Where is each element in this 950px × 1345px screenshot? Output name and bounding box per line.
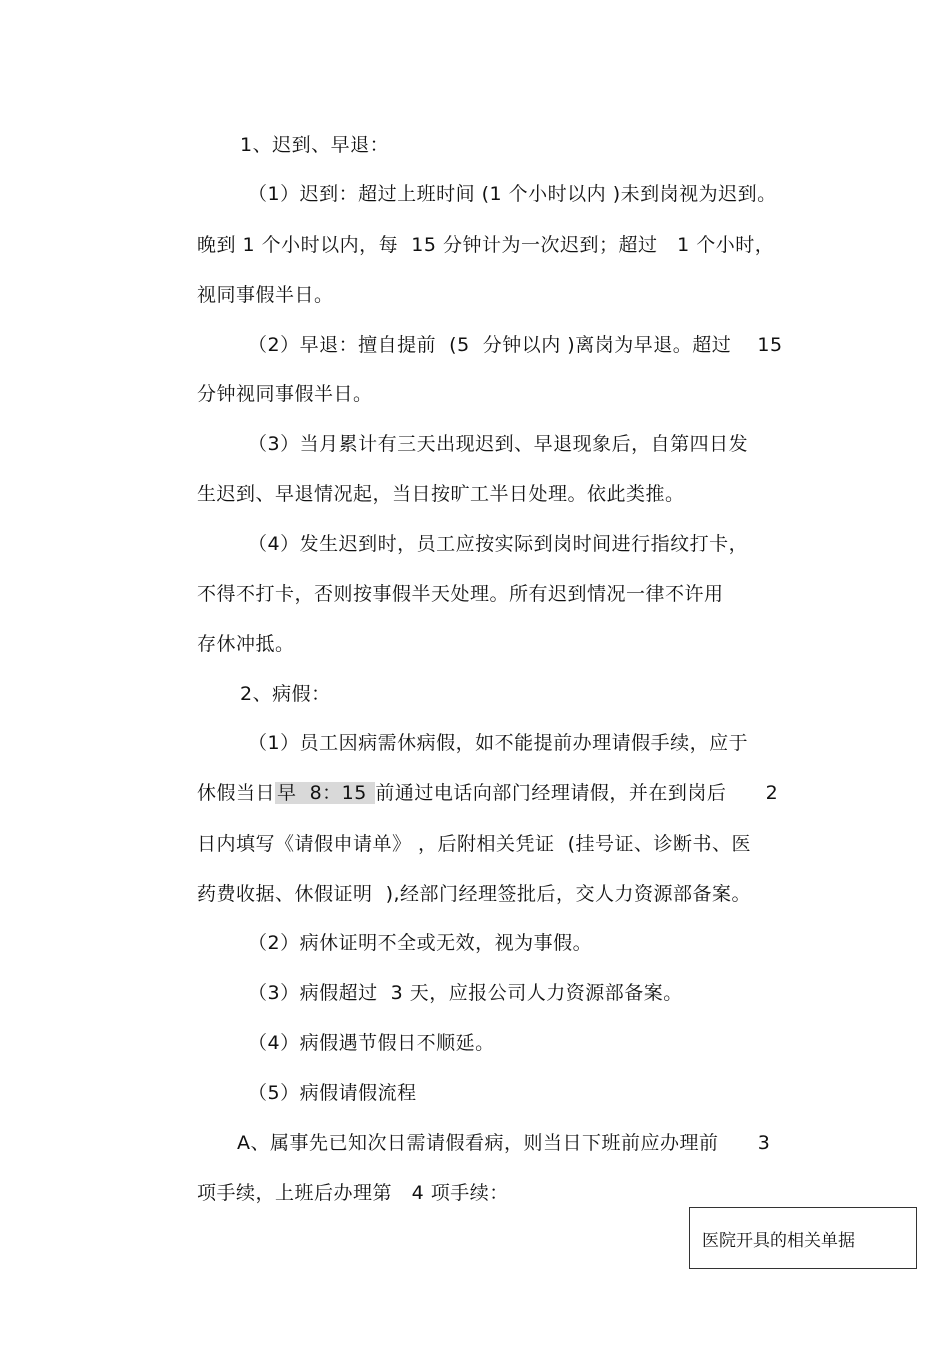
section-heading-late-early: 1、迟到、早退： xyxy=(240,134,390,156)
paragraph-line: 不得不打卡，否则按事假半天处理。所有迟到情况一律不许用 xyxy=(197,583,724,605)
paragraph-line: 存休冲抵。 xyxy=(197,633,295,655)
paragraph-line: 视同事假半日。 xyxy=(197,284,334,306)
highlighted-time: 早 8：15 xyxy=(277,782,374,804)
paragraph-line: （4）病假遇节假日不顺延。 xyxy=(248,1032,495,1054)
paragraph-line: A、属事先已知次日需请假看病，则当日下班前应办理前 3 xyxy=(237,1132,771,1154)
paragraph-line: （3）当月累计有三天出现迟到、早退现象后，自第四日发 xyxy=(248,433,749,455)
paragraph-line: 日内填写《请假申请单》 ，后附相关凭证 (挂号证、诊断书、医 xyxy=(197,833,752,855)
paragraph-line: 项手续，上班后办理第 4 项手续： xyxy=(197,1182,509,1204)
paragraph-line: 晚到 1 个小时以内，每 15 分钟计为一次迟到；超过 1 个小时， xyxy=(197,234,775,256)
paragraph-line: 药费收据、休假证明 ),经部门经理签批后，交人力资源部备案。 xyxy=(197,883,752,905)
paragraph-line-highlight xyxy=(197,780,778,806)
text-segment: 前通过电话向部门经理请假，并在到岗后 2 xyxy=(375,782,779,804)
paragraph-line: 分钟视同事假半日。 xyxy=(197,383,373,405)
paragraph-line: （3）病假超过 3 天，应报公司人力资源部备案。 xyxy=(248,982,683,1004)
text-segment: 休假当日 xyxy=(197,782,276,804)
paragraph-line: （5）病假请假流程 xyxy=(248,1082,417,1104)
paragraph-line: （2）早退：擅自提前 (5 分钟以内 )离岗为早退。超过 15 xyxy=(248,334,783,356)
paragraph-line: （4）发生迟到时，员工应按实际到岗时间进行指纹打卡， xyxy=(248,533,749,555)
paragraph-line: （1）员工因病需休病假，如不能提前办理请假手续，应于 xyxy=(248,732,749,754)
paragraph-line: （2）病休证明不全或无效，视为事假。 xyxy=(248,932,593,954)
paragraph-line: （1）迟到：超过上班时间 (1 个小时以内 )未到岗视为迟到。 xyxy=(248,183,777,205)
flowchart-box-label: 医院开具的相关单据 xyxy=(702,1231,855,1251)
section-heading-sick-leave: 2、病假： xyxy=(240,683,331,705)
paragraph-line: 生迟到、早退情况起，当日按旷工半日处理。依此类推。 xyxy=(197,483,685,505)
flowchart-box xyxy=(689,1207,917,1269)
